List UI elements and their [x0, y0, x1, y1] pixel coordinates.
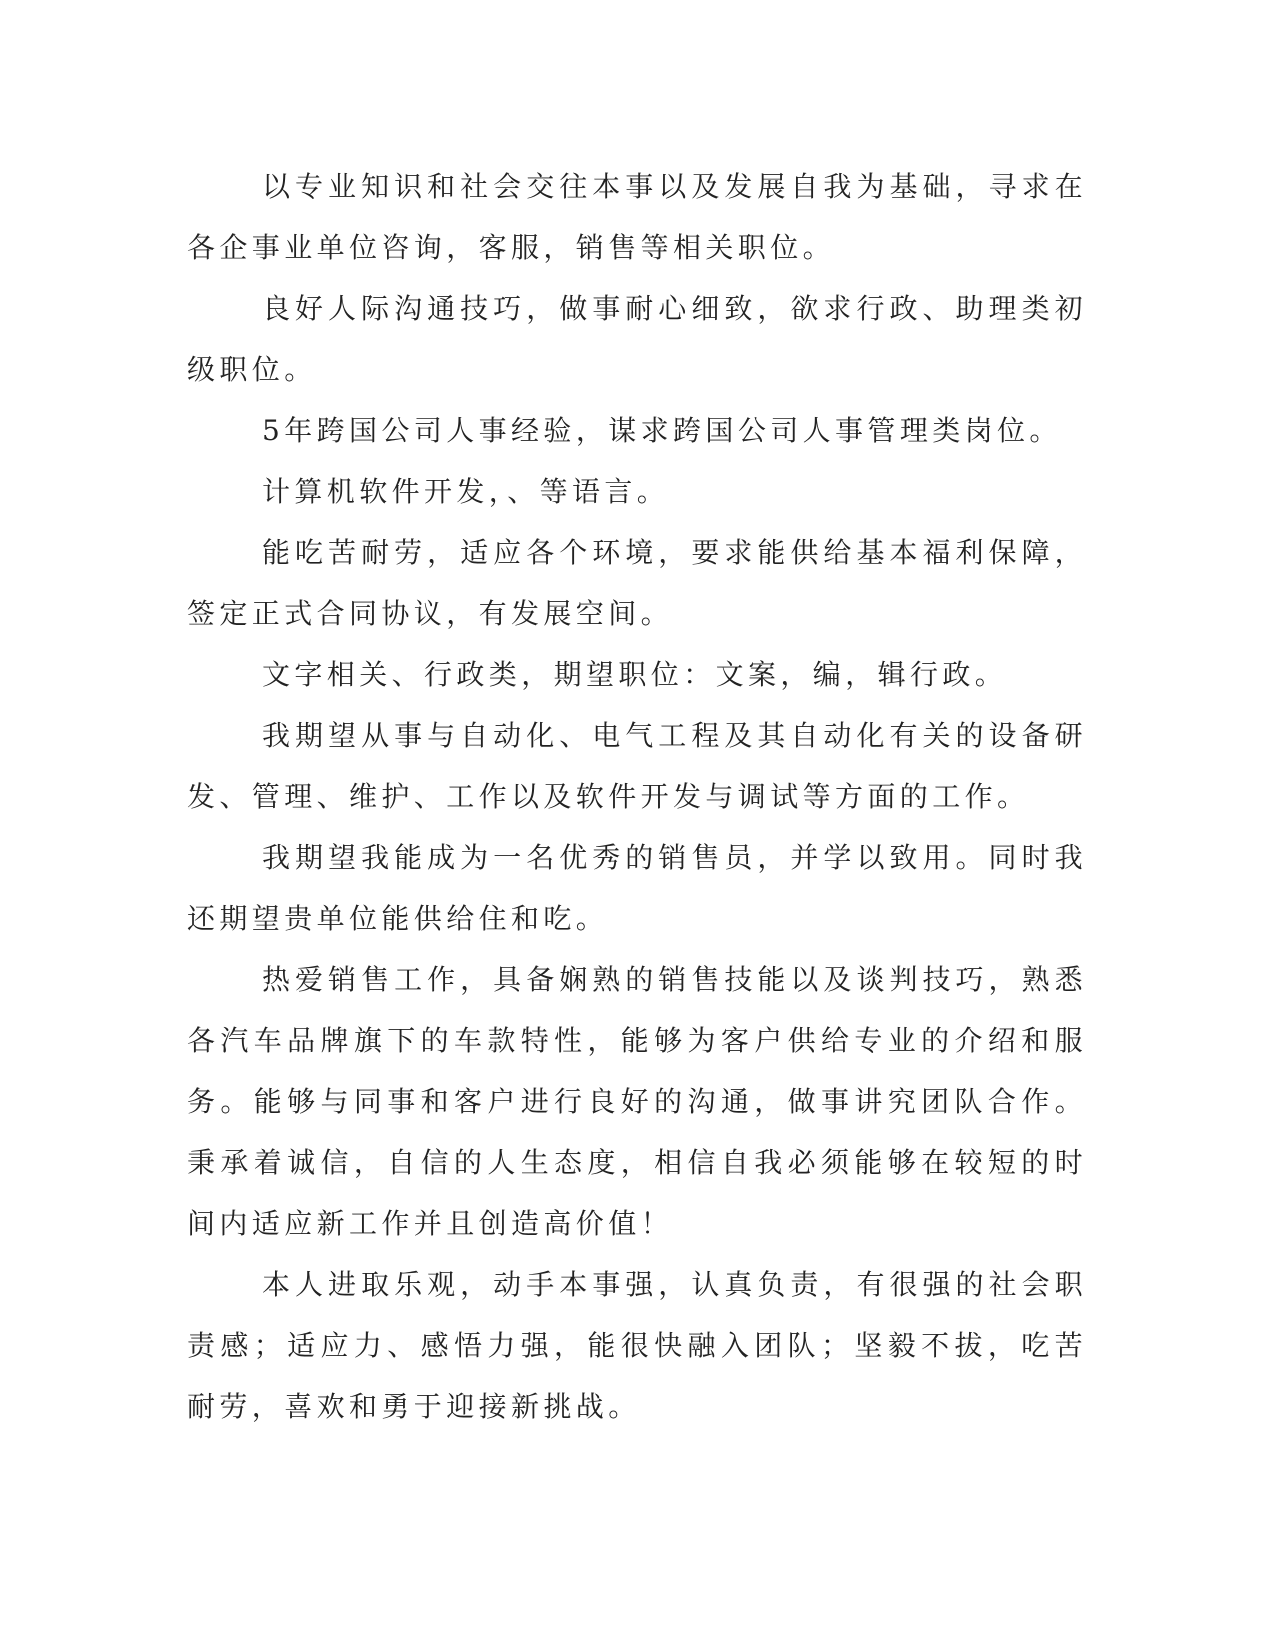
document-body: [187, 156, 1087, 1437]
paragraph-2: 良好人际沟通技巧，做事耐心细致，欲求行政、助理类初级职位。: [187, 292, 1087, 386]
paragraph-4: 计算机软件开发，、等语言。: [262, 475, 670, 508]
paragraph-10: 本人进取乐观，动手本事强，认真负责，有很强的社会职责感；适应力、感悟力强，能很快融入团队；坚毅不拔，吃苦耐劳，喜欢和勇于迎接新挑战。: [187, 1268, 1087, 1423]
paragraph-5: 能吃苦耐劳，适应各个环境，要求能供给基本福利保障，签定正式合同协议，有发展空间。: [187, 536, 1087, 630]
paragraph-8: 我期望我能成为一名优秀的销售员，并学以致用。同时我还期望贵单位能供给住和吃。: [187, 841, 1087, 935]
paragraph-6: 文字相关、行政类，期望职位：文案，编，辑行政。: [262, 658, 1008, 691]
paragraph-1: 以专业知识和社会交往本事以及发展自我为基础，寻求在各企事业单位咨询，客服，销售等相关职位。: [187, 170, 1087, 264]
paragraph-7: 我期望从事与自动化、电气工程及其自动化有关的设备研发、管理、维护、工作以及软件开发与调试等方面的工作。: [187, 719, 1087, 813]
paragraph-9: 热爱销售工作，具备娴熟的销售技能以及谈判技巧，熟悉各汽车品牌旗下的车款特性，能够为客户供给专业的介绍和服务。能够与同事和客户进行良好的沟通，做事讲究团队合作。秉承着诚信，自信的人生态度，相信自我必须能够在较短的时间内适应新工作并且创造高价值！: [187, 963, 1087, 1240]
paragraph-3: 5年跨国公司人事经验，谋求跨国公司人事管理类岗位。: [262, 414, 1062, 447]
